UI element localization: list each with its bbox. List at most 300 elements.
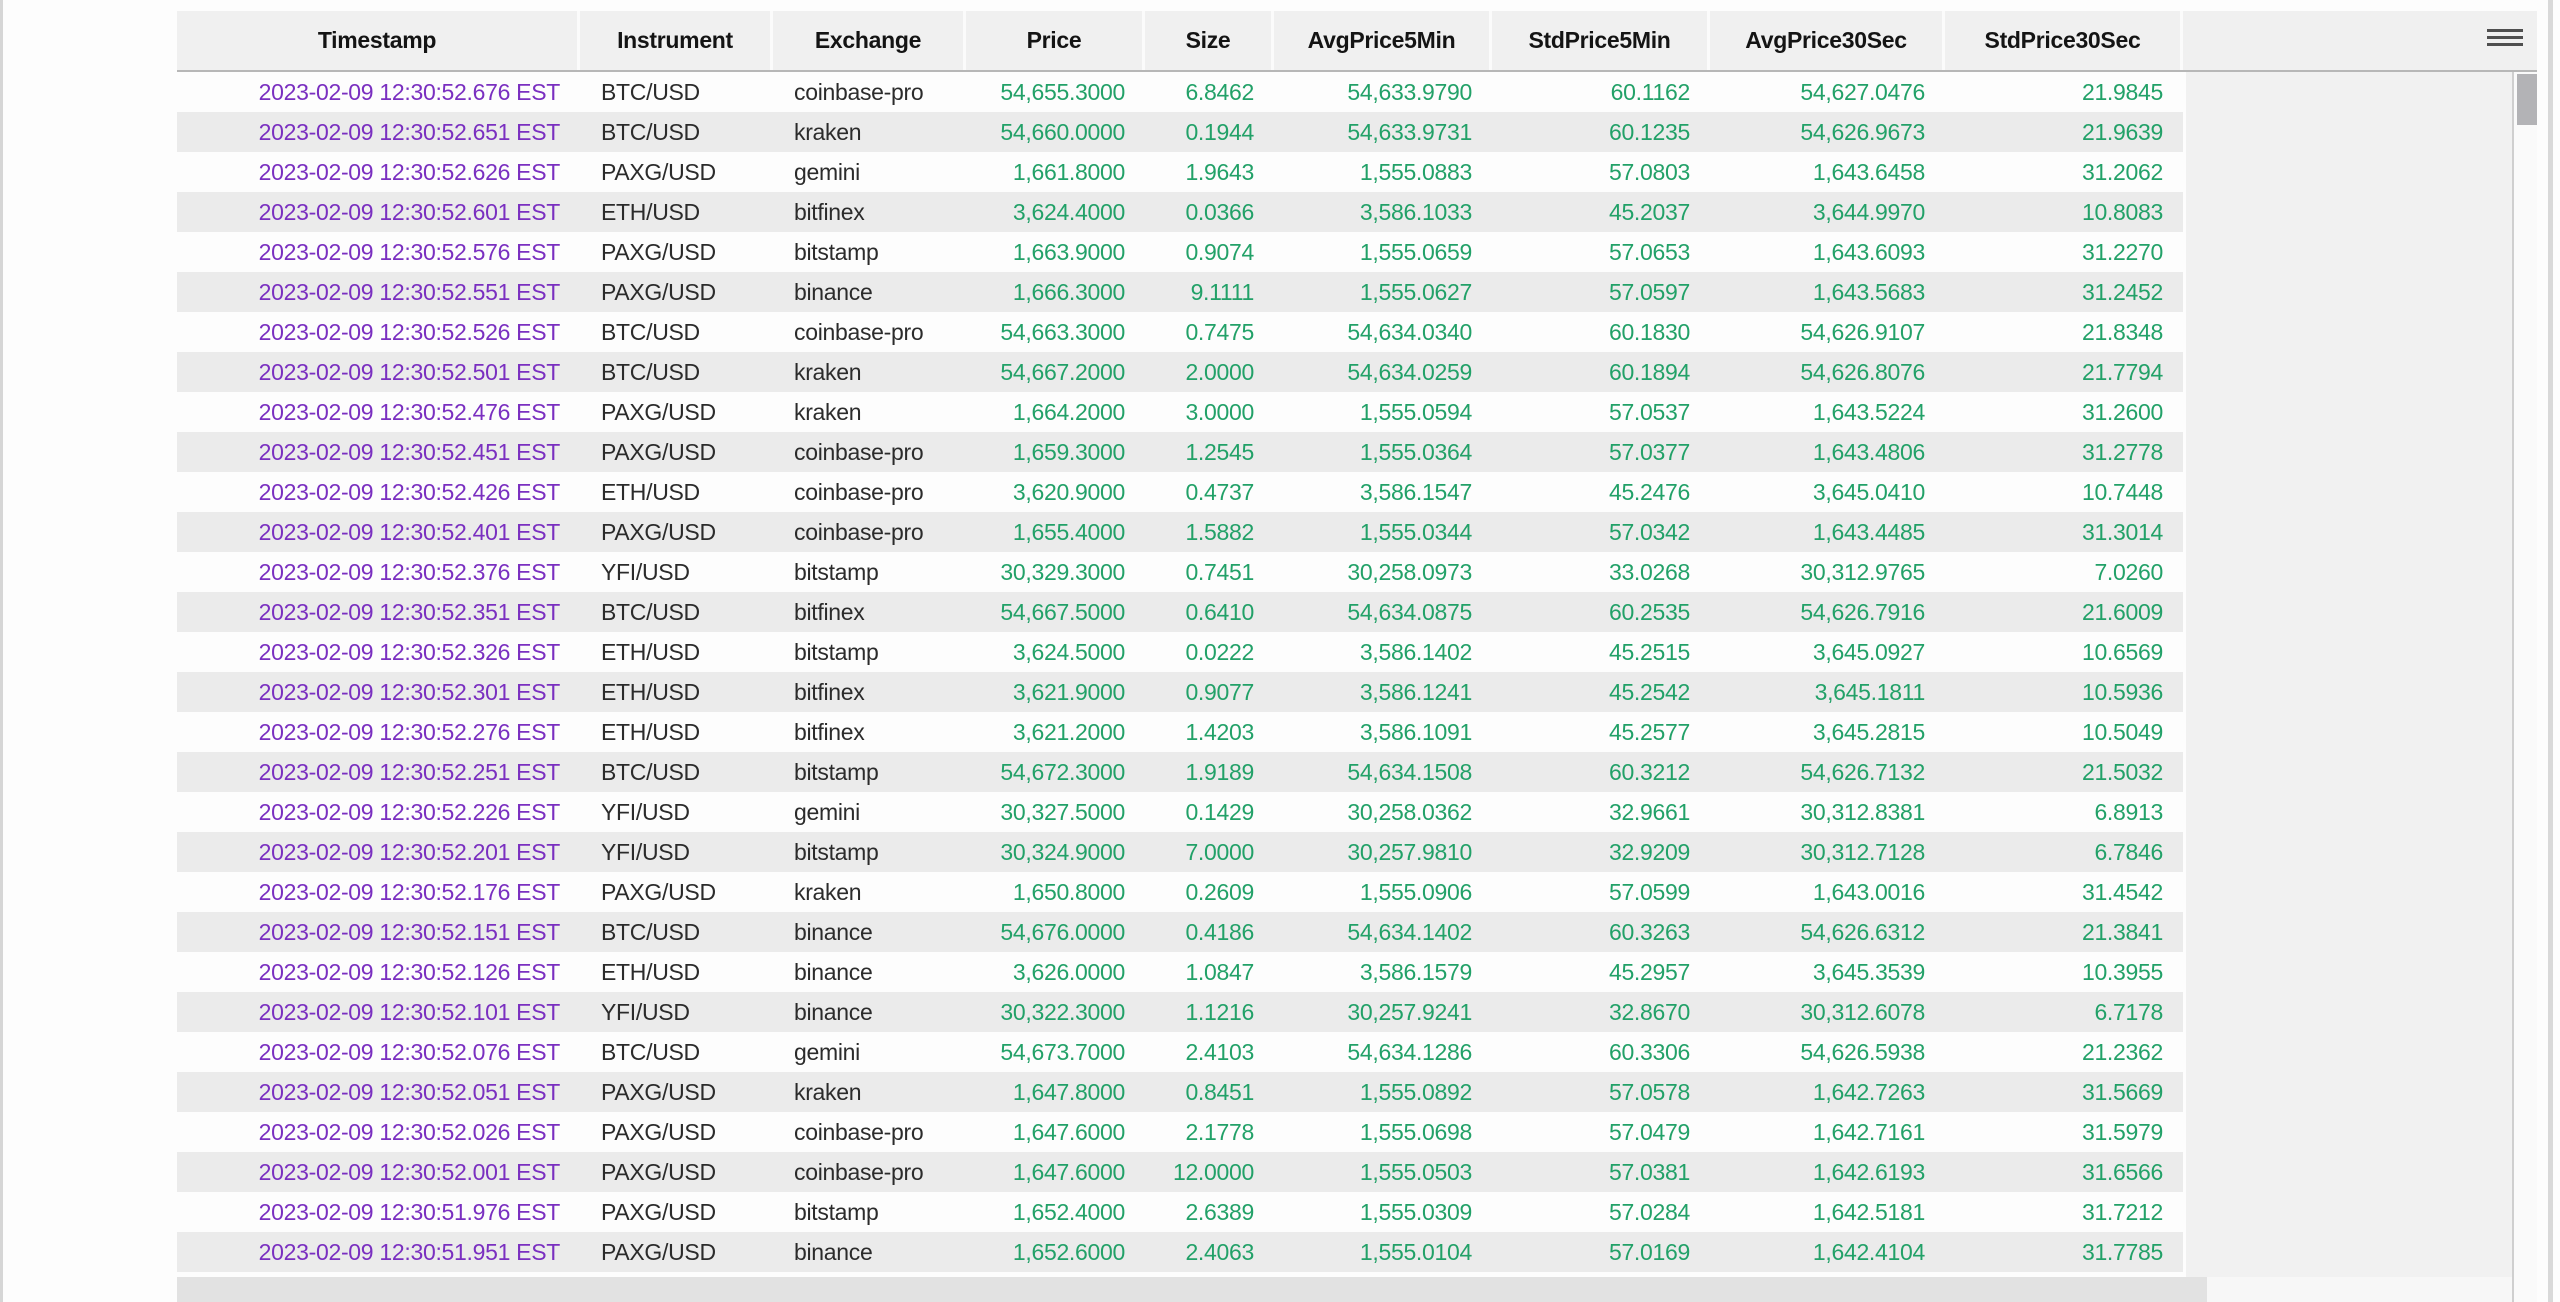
table-row	[177, 152, 2183, 192]
cell-instrument: BTC/USD	[601, 1038, 700, 1065]
cell-price: 1,655.4000	[1012, 518, 1125, 545]
cell-avgprice30sec: 54,626.7132	[1800, 758, 1925, 785]
cell-exchange: bitfinex	[794, 678, 865, 705]
cell-price: 3,621.9000	[1012, 678, 1125, 705]
cell-instrument: YFI/USD	[601, 558, 690, 585]
cell-exchange: bitstamp	[794, 1198, 879, 1225]
cell-avgprice30sec: 3,644.9970	[1812, 198, 1925, 225]
cell-instrument: BTC/USD	[601, 358, 700, 385]
cell-exchange: coinbase-pro	[794, 318, 924, 345]
cell-avgprice5min: 30,257.9810	[1347, 838, 1472, 865]
cell-instrument: BTC/USD	[601, 318, 700, 345]
cell-avgprice5min: 3,586.1033	[1359, 198, 1472, 225]
cell-size: 1.9643	[1185, 158, 1254, 185]
cell-size: 12.0000	[1172, 1158, 1254, 1185]
cell-avgprice5min: 30,257.9241	[1347, 998, 1472, 1025]
cell-avgprice30sec: 30,312.7128	[1800, 838, 1925, 865]
window-right-edge	[2548, 0, 2553, 1302]
cell-exchange: coinbase-pro	[794, 1118, 924, 1145]
cell-avgprice5min: 54,634.0259	[1347, 358, 1472, 385]
cell-stdprice5min: 60.1894	[1608, 358, 1690, 385]
cell-avgprice5min: 3,586.1241	[1359, 678, 1472, 705]
cell-instrument: YFI/USD	[601, 998, 690, 1025]
cell-price: 3,621.2000	[1012, 718, 1125, 745]
cell-price: 3,624.5000	[1012, 638, 1125, 665]
cell-avgprice30sec: 3,645.0927	[1812, 638, 1925, 665]
cell-stdprice30sec: 10.5049	[2081, 718, 2163, 745]
cell-stdprice5min: 57.0169	[1608, 1238, 1690, 1265]
cell-stdprice5min: 57.0377	[1608, 438, 1690, 465]
cell-instrument: ETH/USD	[601, 958, 700, 985]
cell-instrument: PAXG/USD	[601, 438, 716, 465]
cell-stdprice30sec: 21.6009	[2081, 598, 2163, 625]
cell-timestamp: 2023-02-09 12:30:51.976 EST	[258, 1198, 560, 1225]
vertical-scrollbar[interactable]	[2512, 72, 2537, 1302]
cell-timestamp: 2023-02-09 12:30:52.501 EST	[258, 358, 560, 385]
cell-avgprice5min: 1,555.0906	[1359, 878, 1472, 905]
cell-timestamp: 2023-02-09 12:30:52.026 EST	[258, 1118, 560, 1145]
cell-stdprice5min: 57.0803	[1608, 158, 1690, 185]
cell-stdprice30sec: 21.7794	[2081, 358, 2163, 385]
cell-price: 30,322.3000	[1000, 998, 1125, 1025]
cell-size: 2.6389	[1185, 1198, 1254, 1225]
cell-exchange: bitfinex	[794, 718, 865, 745]
cell-price: 54,673.7000	[1000, 1038, 1125, 1065]
cell-instrument: PAXG/USD	[601, 1118, 716, 1145]
cell-size: 0.1429	[1185, 798, 1254, 825]
cell-price: 1,650.8000	[1012, 878, 1125, 905]
hamburger-icon	[2487, 43, 2523, 46]
vertical-scrollbar-thumb[interactable]	[2517, 74, 2537, 125]
table-row	[177, 632, 2183, 672]
cell-instrument: PAXG/USD	[601, 158, 716, 185]
cell-exchange: coinbase-pro	[794, 78, 924, 105]
cell-size: 3.0000	[1185, 398, 1254, 425]
table-row	[177, 1112, 2183, 1152]
header-filler	[2183, 11, 2537, 70]
cell-avgprice30sec: 3,645.1811	[1814, 678, 1925, 705]
cell-instrument: PAXG/USD	[601, 278, 716, 305]
table-row	[177, 312, 2183, 352]
cell-exchange: bitfinex	[794, 598, 865, 625]
cell-size: 1.2545	[1185, 438, 1254, 465]
cell-timestamp: 2023-02-09 12:30:52.076 EST	[258, 1038, 560, 1065]
cell-size: 0.4737	[1185, 478, 1254, 505]
cell-instrument: ETH/USD	[601, 478, 700, 505]
table-row	[177, 112, 2183, 152]
cell-exchange: binance	[794, 278, 873, 305]
cell-timestamp: 2023-02-09 12:30:52.451 EST	[258, 438, 560, 465]
cell-price: 1,661.8000	[1012, 158, 1125, 185]
cell-avgprice30sec: 1,642.4104	[1812, 1238, 1925, 1265]
cell-stdprice5min: 57.0578	[1608, 1078, 1690, 1105]
cell-timestamp: 2023-02-09 12:30:52.601 EST	[258, 198, 560, 225]
cell-stdprice30sec: 31.6566	[2081, 1158, 2163, 1185]
table-row	[177, 912, 2183, 952]
cell-stdprice30sec: 21.8348	[2081, 318, 2163, 345]
table-row	[177, 192, 2183, 232]
cell-price: 1,647.6000	[1012, 1118, 1125, 1145]
cell-avgprice5min: 3,586.1091	[1359, 718, 1472, 745]
table-row	[177, 1072, 2183, 1112]
cell-size: 0.7475	[1185, 318, 1254, 345]
table-row	[177, 712, 2183, 752]
cell-stdprice5min: 60.3306	[1608, 1038, 1690, 1065]
cell-exchange: bitstamp	[794, 758, 879, 785]
cell-timestamp: 2023-02-09 12:30:52.576 EST	[258, 238, 560, 265]
cell-stdprice30sec: 10.3955	[2081, 958, 2163, 985]
table-row	[177, 872, 2183, 912]
table-row	[177, 1192, 2183, 1232]
cell-avgprice30sec: 3,645.3539	[1812, 958, 1925, 985]
hamburger-icon	[2487, 29, 2523, 32]
cell-size: 0.8451	[1185, 1078, 1254, 1105]
cell-instrument: PAXG/USD	[601, 878, 716, 905]
table-row	[177, 992, 2183, 1032]
cell-stdprice5min: 60.2535	[1608, 598, 1690, 625]
cell-price: 54,667.5000	[1000, 598, 1125, 625]
cell-exchange: kraken	[794, 118, 862, 145]
cell-timestamp: 2023-02-09 12:30:52.376 EST	[258, 558, 560, 585]
cell-exchange: gemini	[794, 798, 860, 825]
cell-price: 30,329.3000	[1000, 558, 1125, 585]
table-row	[177, 552, 2183, 592]
cell-timestamp: 2023-02-09 12:30:52.326 EST	[258, 638, 560, 665]
cell-timestamp: 2023-02-09 12:30:52.201 EST	[258, 838, 560, 865]
cell-avgprice5min: 54,634.0340	[1347, 318, 1472, 345]
cell-stdprice5min: 57.0653	[1608, 238, 1690, 265]
cell-size: 0.6410	[1185, 598, 1254, 625]
cell-stdprice30sec: 31.3014	[2081, 518, 2163, 545]
cell-instrument: ETH/USD	[601, 678, 700, 705]
cell-stdprice5min: 57.0284	[1608, 1198, 1690, 1225]
cell-size: 7.0000	[1185, 838, 1254, 865]
cell-stdprice30sec: 10.8083	[2081, 198, 2163, 225]
cell-timestamp: 2023-02-09 12:30:52.551 EST	[258, 278, 560, 305]
table-row	[177, 672, 2183, 712]
cell-stdprice5min: 57.0537	[1608, 398, 1690, 425]
cell-stdprice5min: 57.0597	[1608, 278, 1690, 305]
cell-stdprice5min: 32.8670	[1608, 998, 1690, 1025]
cell-price: 1,666.3000	[1012, 278, 1125, 305]
cell-price: 1,659.3000	[1012, 438, 1125, 465]
cell-stdprice5min: 45.2037	[1608, 198, 1690, 225]
cell-stdprice30sec: 10.6569	[2081, 638, 2163, 665]
cell-avgprice30sec: 1,643.5683	[1812, 278, 1925, 305]
cell-avgprice5min: 1,555.0344	[1359, 518, 1472, 545]
cell-timestamp: 2023-02-09 12:30:52.276 EST	[258, 718, 560, 745]
cell-size: 2.4103	[1185, 1038, 1254, 1065]
cell-exchange: coinbase-pro	[794, 438, 924, 465]
table-row	[177, 952, 2183, 992]
table-row	[177, 512, 2183, 552]
cell-avgprice30sec: 30,312.6078	[1800, 998, 1925, 1025]
cell-avgprice5min: 54,634.1286	[1347, 1038, 1472, 1065]
cell-instrument: BTC/USD	[601, 918, 700, 945]
cell-size: 0.0366	[1185, 198, 1254, 225]
cell-avgprice5min: 54,633.9790	[1347, 78, 1472, 105]
cell-stdprice30sec: 31.2452	[2081, 278, 2163, 305]
cell-timestamp: 2023-02-09 12:30:52.676 EST	[258, 78, 560, 105]
cell-avgprice30sec: 54,626.9673	[1800, 118, 1925, 145]
cell-stdprice30sec: 31.2062	[2081, 158, 2163, 185]
cell-size: 0.2609	[1185, 878, 1254, 905]
cell-stdprice30sec: 6.7846	[2094, 838, 2163, 865]
cell-instrument: BTC/USD	[601, 78, 700, 105]
cell-instrument: PAXG/USD	[601, 1198, 716, 1225]
cell-size: 1.9189	[1185, 758, 1254, 785]
table-header-row	[177, 11, 2537, 72]
cell-stdprice5min: 57.0599	[1608, 878, 1690, 905]
table-right-filler	[2186, 72, 2512, 1277]
header-cell-timestamp[interactable]: Timestamp	[177, 11, 580, 70]
cell-stdprice5min: 57.0381	[1608, 1158, 1690, 1185]
cell-avgprice30sec: 1,643.6093	[1812, 238, 1925, 265]
cell-avgprice5min: 54,634.1402	[1347, 918, 1472, 945]
cell-size: 1.5882	[1185, 518, 1254, 545]
table-row	[177, 1032, 2183, 1072]
cell-stdprice5min: 32.9661	[1608, 798, 1690, 825]
cell-avgprice5min: 1,555.0883	[1359, 158, 1472, 185]
cell-stdprice30sec: 31.5669	[2081, 1078, 2163, 1105]
cell-timestamp: 2023-02-09 12:30:52.401 EST	[258, 518, 560, 545]
cell-size: 9.1111	[1190, 278, 1254, 305]
cell-price: 54,676.0000	[1000, 918, 1125, 945]
cell-exchange: binance	[794, 958, 873, 985]
table-row	[177, 832, 2183, 872]
cell-avgprice30sec: 3,645.2815	[1812, 718, 1925, 745]
cell-avgprice30sec: 1,642.7161	[1812, 1118, 1925, 1145]
header-cell-avgprice5min[interactable]: AvgPrice5Min	[1274, 11, 1492, 70]
cell-avgprice30sec: 1,643.5224	[1812, 398, 1925, 425]
cell-timestamp: 2023-02-09 12:30:52.651 EST	[258, 118, 560, 145]
cell-timestamp: 2023-02-09 12:30:52.426 EST	[258, 478, 560, 505]
cell-avgprice5min: 3,586.1547	[1359, 478, 1472, 505]
cell-timestamp: 2023-02-09 12:30:52.301 EST	[258, 678, 560, 705]
table-row	[177, 1232, 2183, 1272]
cell-exchange: bitstamp	[794, 238, 879, 265]
cell-instrument: ETH/USD	[601, 198, 700, 225]
header-cell-instrument[interactable]: Instrument	[580, 11, 773, 70]
cell-avgprice5min: 1,555.0364	[1359, 438, 1472, 465]
cell-size: 2.4063	[1185, 1238, 1254, 1265]
menu-button[interactable]	[2487, 29, 2523, 46]
cell-exchange: coinbase-pro	[794, 518, 924, 545]
cell-size: 0.4186	[1185, 918, 1254, 945]
cell-size: 1.4203	[1185, 718, 1254, 745]
cell-price: 1,647.8000	[1012, 1078, 1125, 1105]
cell-stdprice30sec: 21.9639	[2081, 118, 2163, 145]
cell-avgprice30sec: 54,626.8076	[1800, 358, 1925, 385]
cell-stdprice5min: 57.0342	[1608, 518, 1690, 545]
cell-stdprice30sec: 21.9845	[2081, 78, 2163, 105]
cell-avgprice30sec: 54,626.6312	[1800, 918, 1925, 945]
cell-exchange: gemini	[794, 158, 860, 185]
cell-stdprice5min: 32.9209	[1608, 838, 1690, 865]
cell-price: 30,327.5000	[1000, 798, 1125, 825]
header-cell-price[interactable]: Price	[966, 11, 1145, 70]
cell-exchange: bitfinex	[794, 198, 865, 225]
cell-stdprice5min: 45.2577	[1608, 718, 1690, 745]
horizontal-scrollbar[interactable]	[177, 1277, 2512, 1302]
cell-timestamp: 2023-02-09 12:30:51.951 EST	[258, 1238, 560, 1265]
cell-price: 54,667.2000	[1000, 358, 1125, 385]
cell-stdprice30sec: 21.2362	[2081, 1038, 2163, 1065]
cell-stdprice5min: 57.0479	[1608, 1118, 1690, 1145]
cell-stdprice5min: 60.1830	[1608, 318, 1690, 345]
cell-stdprice5min: 60.1235	[1608, 118, 1690, 145]
cell-avgprice5min: 30,258.0362	[1347, 798, 1472, 825]
cell-size: 1.0847	[1185, 958, 1254, 985]
cell-timestamp: 2023-02-09 12:30:52.051 EST	[258, 1078, 560, 1105]
header-cell-avgprice30sec[interactable]: AvgPrice30Sec	[1710, 11, 1945, 70]
cell-price: 54,672.3000	[1000, 758, 1125, 785]
cell-timestamp: 2023-02-09 12:30:52.176 EST	[258, 878, 560, 905]
cell-avgprice5min: 1,555.0104	[1359, 1238, 1472, 1265]
cell-timestamp: 2023-02-09 12:30:52.351 EST	[258, 598, 560, 625]
cell-stdprice5min: 60.3212	[1608, 758, 1690, 785]
cell-timestamp: 2023-02-09 12:30:52.251 EST	[258, 758, 560, 785]
cell-exchange: bitstamp	[794, 838, 879, 865]
header-cell-exchange[interactable]: Exchange	[773, 11, 966, 70]
cell-size: 1.1216	[1185, 998, 1254, 1025]
table-row	[177, 432, 2183, 472]
cell-exchange: kraken	[794, 1078, 862, 1105]
header-cell-stdprice5min[interactable]: StdPrice5Min	[1492, 11, 1710, 70]
cell-avgprice5min: 1,555.0309	[1359, 1198, 1472, 1225]
cell-price: 1,664.2000	[1012, 398, 1125, 425]
cell-avgprice5min: 1,555.0627	[1359, 278, 1472, 305]
cell-avgprice5min: 1,555.0503	[1359, 1158, 1472, 1185]
cell-avgprice5min: 54,634.0875	[1347, 598, 1472, 625]
cell-price: 1,652.6000	[1012, 1238, 1125, 1265]
cell-price: 1,647.6000	[1012, 1158, 1125, 1185]
cell-avgprice5min: 30,258.0973	[1347, 558, 1472, 585]
cell-stdprice30sec: 31.2778	[2081, 438, 2163, 465]
cell-timestamp: 2023-02-09 12:30:52.151 EST	[258, 918, 560, 945]
cell-instrument: ETH/USD	[601, 718, 700, 745]
cell-price: 54,655.3000	[1000, 78, 1125, 105]
cell-price: 3,624.4000	[1012, 198, 1125, 225]
cell-size: 0.7451	[1185, 558, 1254, 585]
hamburger-icon	[2487, 36, 2523, 39]
cell-size: 0.9074	[1185, 238, 1254, 265]
table-row	[177, 752, 2183, 792]
cell-avgprice5min: 1,555.0659	[1359, 238, 1472, 265]
cell-timestamp: 2023-02-09 12:30:52.226 EST	[258, 798, 560, 825]
cell-avgprice30sec: 1,643.6458	[1812, 158, 1925, 185]
cell-timestamp: 2023-02-09 12:30:52.101 EST	[258, 998, 560, 1025]
cell-avgprice30sec: 54,627.0476	[1800, 78, 1925, 105]
cell-avgprice30sec: 1,642.5181	[1812, 1198, 1925, 1225]
cell-instrument: BTC/USD	[601, 758, 700, 785]
cell-timestamp: 2023-02-09 12:30:52.476 EST	[258, 398, 560, 425]
cell-instrument: PAXG/USD	[601, 1238, 716, 1265]
horizontal-scrollbar-thumb[interactable]	[177, 1277, 2207, 1302]
cell-avgprice30sec: 1,642.6193	[1812, 1158, 1925, 1185]
cell-instrument: BTC/USD	[601, 598, 700, 625]
cell-size: 2.1778	[1185, 1118, 1254, 1145]
cell-size: 0.9077	[1185, 678, 1254, 705]
cell-stdprice30sec: 31.4542	[2081, 878, 2163, 905]
table-row	[177, 792, 2183, 832]
cell-price: 3,620.9000	[1012, 478, 1125, 505]
table-row	[177, 472, 2183, 512]
cell-exchange: gemini	[794, 1038, 860, 1065]
cell-stdprice5min: 45.2476	[1608, 478, 1690, 505]
cell-stdprice5min: 45.2957	[1608, 958, 1690, 985]
cell-stdprice5min: 60.1162	[1610, 78, 1690, 105]
cell-exchange: bitstamp	[794, 638, 879, 665]
cell-avgprice30sec: 1,643.4806	[1812, 438, 1925, 465]
cell-avgprice5min: 3,586.1402	[1359, 638, 1472, 665]
cell-stdprice30sec: 31.7212	[2081, 1198, 2163, 1225]
cell-exchange: binance	[794, 998, 873, 1025]
cell-stdprice30sec: 7.0260	[2094, 558, 2163, 585]
cell-avgprice30sec: 54,626.5938	[1800, 1038, 1925, 1065]
cell-instrument: YFI/USD	[601, 838, 690, 865]
table-row	[177, 232, 2183, 272]
table-row	[177, 392, 2183, 432]
table-row	[177, 272, 2183, 312]
cell-size: 2.0000	[1185, 358, 1254, 385]
cell-stdprice30sec: 6.8913	[2094, 798, 2163, 825]
cell-avgprice30sec: 3,645.0410	[1812, 478, 1925, 505]
cell-instrument: PAXG/USD	[601, 1158, 716, 1185]
cell-avgprice5min: 54,633.9731	[1347, 118, 1472, 145]
cell-stdprice5min: 45.2542	[1608, 678, 1690, 705]
cell-timestamp: 2023-02-09 12:30:52.526 EST	[258, 318, 560, 345]
cell-stdprice30sec: 31.5979	[2081, 1118, 2163, 1145]
cell-stdprice30sec: 31.7785	[2081, 1238, 2163, 1265]
cell-price: 1,652.4000	[1012, 1198, 1125, 1225]
cell-stdprice5min: 33.0268	[1608, 558, 1690, 585]
cell-instrument: PAXG/USD	[601, 1078, 716, 1105]
cell-instrument: ETH/USD	[601, 638, 700, 665]
cell-stdprice30sec: 31.2270	[2081, 238, 2163, 265]
cell-timestamp: 2023-02-09 12:30:52.626 EST	[258, 158, 560, 185]
cell-stdprice30sec: 10.7448	[2081, 478, 2163, 505]
table-row	[177, 1152, 2183, 1192]
cell-timestamp: 2023-02-09 12:30:52.126 EST	[258, 958, 560, 985]
cell-size: 6.8462	[1185, 78, 1254, 105]
cell-avgprice30sec: 54,626.9107	[1800, 318, 1925, 345]
cell-stdprice30sec: 6.7178	[2094, 998, 2163, 1025]
cell-price: 1,663.9000	[1012, 238, 1125, 265]
cell-exchange: binance	[794, 1238, 873, 1265]
table-row	[177, 592, 2183, 632]
cell-instrument: PAXG/USD	[601, 518, 716, 545]
cell-avgprice5min: 1,555.0594	[1359, 398, 1472, 425]
cell-exchange: coinbase-pro	[794, 478, 924, 505]
cell-avgprice5min: 3,586.1579	[1359, 958, 1472, 985]
cell-price: 3,626.0000	[1012, 958, 1125, 985]
cell-timestamp: 2023-02-09 12:30:52.001 EST	[258, 1158, 560, 1185]
header-cell-size[interactable]: Size	[1145, 11, 1274, 70]
cell-stdprice30sec: 21.3841	[2081, 918, 2163, 945]
window-left-edge	[0, 0, 3, 1302]
cell-avgprice5min: 54,634.1508	[1347, 758, 1472, 785]
cell-instrument: PAXG/USD	[601, 398, 716, 425]
cell-exchange: kraken	[794, 358, 862, 385]
cell-price: 30,324.9000	[1000, 838, 1125, 865]
cell-exchange: coinbase-pro	[794, 1158, 924, 1185]
cell-avgprice30sec: 1,643.0016	[1812, 878, 1925, 905]
cell-exchange: kraken	[794, 878, 862, 905]
header-cell-stdprice30sec[interactable]: StdPrice30Sec	[1945, 11, 2183, 70]
cell-size: 0.0222	[1185, 638, 1254, 665]
cell-avgprice30sec: 1,642.7263	[1812, 1078, 1925, 1105]
